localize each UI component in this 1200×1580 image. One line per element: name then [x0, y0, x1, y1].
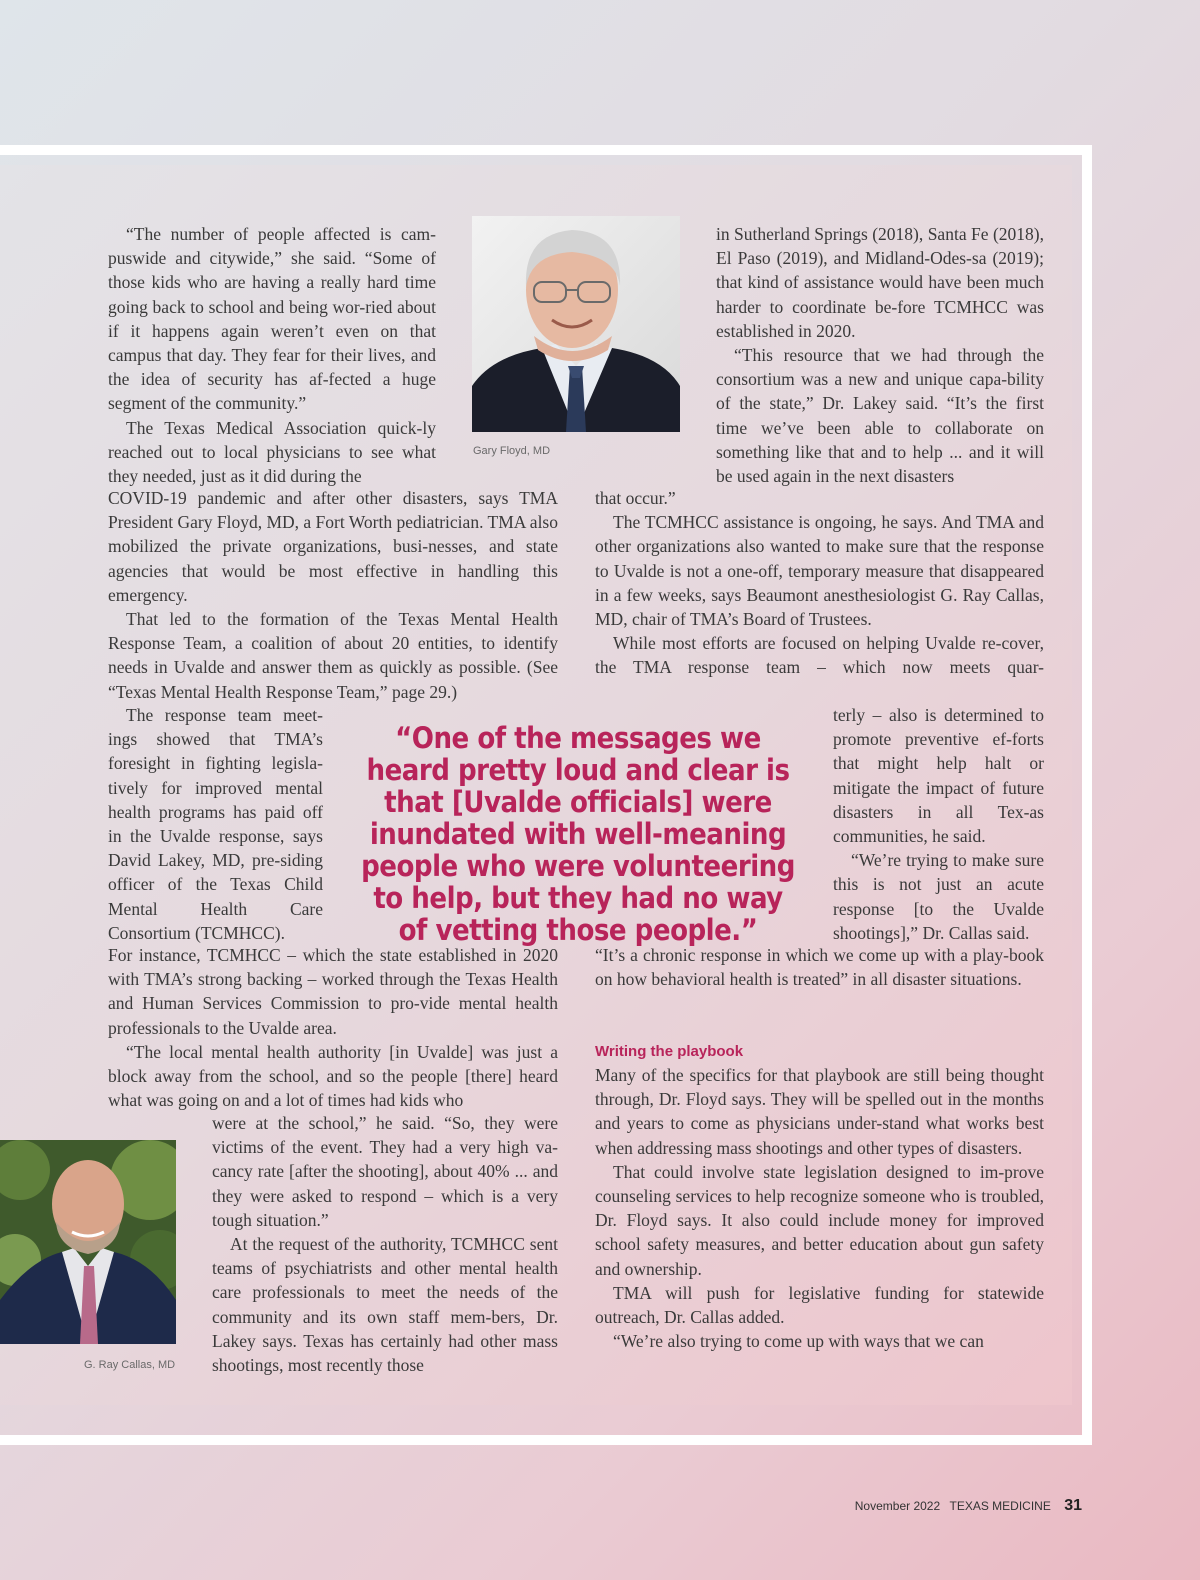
right-col-mid [595, 486, 1044, 680]
caption-callas: G. Ray Callas, MD [84, 1359, 176, 1371]
right-col-top [716, 222, 1044, 488]
right-col-bottom [595, 1063, 1044, 1353]
page-number: 31 [1064, 1497, 1082, 1514]
right-col-lower [595, 943, 1044, 991]
pull-quote: “One of the messages we heard pretty loud and clear is that [Uvalde officials] were inundated with well-meaning people who were volunteering to help, but they had no way of vetting those people.” [361, 721, 795, 947]
paragraph: “This resource that we had through the consortium was a new and unique capa-bility of the state,” Dr. Lakey said. “It’s the first time we’ve been able to collaborate on something like that and to help ... and it will be used again in the next disasters [716, 345, 1044, 487]
folio-date: November 2022 [854, 1499, 941, 1513]
paragraph: That led to the formation of the Texas Mental Health Response Team, a coalition of about 20 entities, to identify needs in Uvalde and answer them as quickly as possible. (See “Texas Mental Health Response Team,” page 29.) [108, 609, 558, 702]
right-col-narrow [833, 703, 1044, 945]
caption-floyd: Gary Floyd, MD [473, 445, 551, 457]
paragraph: “The number of people affected is cam-puswide and citywide,” she said. “Some of those kids who are having a really hard time going back to school and being wor-ried about if it happens again weren’t even on that campus that day. They fear for their lives, and the idea of security has af-fected a huge segment of the community.” [108, 224, 436, 414]
left-col-lower [108, 943, 558, 1112]
paragraph: Many of the specifics for that playbook are still being thought through, Dr. Floyd says. They will be spelled out in the months and years to come as physicians under-stand what works best when addressing mass shootings and other types of disasters. [595, 1065, 1044, 1158]
folio-magazine: TEXAS MEDICINE [949, 1499, 1051, 1513]
paragraph: For instance, TCMHCC – which the state established in 2020 with TMA’s strong backing – worked through the Texas Health and Human Services Commission to pro-vide mental health professionals to the Uvalde area. [108, 945, 558, 1038]
paragraph: “We’re trying to make sure this is not just an acute response [to the Uvalde shootings],” Dr. Callas said. [833, 850, 1044, 943]
portrait-floyd [472, 216, 680, 432]
paragraph: At the request of the authority, TCMHCC sent teams of psychiatrists and other mental health care professionals to meet the needs of the community and its own staff mem-bers, Dr. Lakey says. Texas has certainly had other mass shootings, most recently those [212, 1234, 558, 1376]
paragraph: While most efforts are focused on helping Uvalde re-cover, the TMA response team – which now meets quar- [595, 633, 1044, 678]
paragraph: The TCMHCC assistance is ongoing, he says. And TMA and other organizations also wanted to make sure that the response to Uvalde is not a one-off, temporary measure that disappeared in a few weeks, says Beaumont anesthesiologist G. Ray Callas, MD, chair of TMA’s Board of Trustees. [595, 512, 1044, 630]
paragraph: terly – also is determined to promote preventive ef-forts that might help halt or mitigate the impact of future disasters in all Tex-as communities, he said. [833, 705, 1044, 847]
paragraph: “The local mental health authority [in Uvalde] was just a block away from the school, and so the people [there] heard what was going on and a lot of times had kids who [108, 1041, 558, 1111]
portrait-callas [0, 1140, 176, 1344]
left-col-narrow [108, 703, 323, 945]
paragraph: The response team meet-ings showed that TMA’s foresight in fighting legisla-tively for improved mental health programs has paid off in the Uvalde response, says David Lakey, MD, pre-siding officer of the Texas Child Mental Health Care Consortium (TCMHCC). [108, 705, 323, 943]
paragraph: in Sutherland Springs (2018), Santa Fe (2018), El Paso (2019), and Midland-Odes-sa (2019); that kind of assistance would have been much harder to coordinate be-fore TCMHCC was established in 2020. [716, 224, 1044, 341]
left-col-top [108, 222, 436, 488]
paragraph: “It’s a chronic response in which we come up with a play-book on how behavioral health is treated” in all disaster situations. [595, 945, 1044, 990]
paragraph: “We’re also trying to come up with ways that we can [613, 1331, 984, 1352]
paragraph: That could involve state legislation designed to im-prove counseling services to help recognize someone who is troubled, Dr. Floyd says. It also could include money for improved school safety measures, and better education about gun safety and ownership. [595, 1161, 1044, 1279]
paragraph: COVID-19 pandemic and after other disasters, says TMA President Gary Floyd, MD, a Fort Worth pediatrician. TMA also mobilized the private organizations, busi-nesses, and state agencies that would be most effective in handling this emergency. [108, 488, 558, 605]
paragraph: TMA will push for legislative funding for statewide outreach, Dr. Callas added. [595, 1282, 1044, 1328]
paragraph: that occur.” [595, 488, 676, 508]
subhead: Writing the playbook [595, 1043, 744, 1060]
left-col-bottom [212, 1111, 558, 1377]
left-col-mid [108, 486, 558, 704]
page-folio [855, 1497, 1082, 1515]
paragraph: were at the school,” he said. “So, they were victims of the event. They had a very high va-cancy rate [after the shooting], about 40% ... and they were asked to respond – which is a very tough situation.” [212, 1113, 558, 1230]
paragraph: The Texas Medical Association quick-ly reached out to local physicians to see what they needed, just as it did during the [108, 417, 436, 487]
